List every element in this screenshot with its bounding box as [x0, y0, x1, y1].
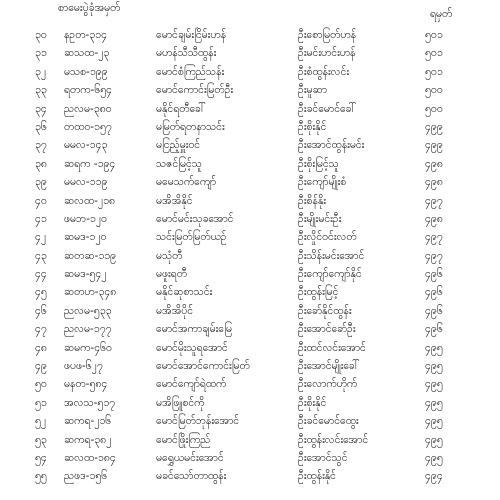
father-name: ဦးစိန်နိုး: [298, 194, 326, 207]
score: ၄၉၅: [425, 378, 443, 391]
student-name: မငြည့်မှူးဝင်: [156, 139, 201, 152]
row-number: ၃၈: [35, 157, 47, 170]
score: ၄၉၆: [425, 323, 443, 336]
father-name: ဦးကျော်မျိုးစံ: [298, 176, 347, 189]
student-name: မောင်စံကြည်သန်း: [156, 65, 225, 78]
score: ၄၉၅: [425, 396, 443, 409]
father-name: ဦးအောင်ထွန်းမင်း: [298, 139, 365, 152]
table-row: [0, 320, 500, 338]
student-name: မမေသက်ကျော်: [156, 176, 217, 189]
header-score: ရမှတ်: [430, 8, 453, 20]
table-row: [0, 467, 500, 485]
father-name: ဦးစောမြတ်ဟန်: [298, 29, 357, 41]
score: ၄၉၉: [425, 139, 443, 152]
row-number: ၄၈: [35, 341, 47, 354]
father-name: ဦးလှိုင်ဝင်းလတ်: [298, 231, 357, 244]
table-row: [0, 100, 500, 118]
score: ၅၀၀: [425, 84, 443, 97]
student-name: မောင်မြတ်ဘုန်းအောင်: [156, 415, 240, 428]
score: ၄၉၅: [425, 341, 443, 354]
father-name: ဦးစိုးနိုင်: [298, 396, 327, 409]
father-name: ဦးကျော်ကျော်နိုင်: [298, 268, 362, 281]
score: ၄၉၆: [425, 268, 443, 281]
student-name: မောင်ကောင်းမြတ်ဦး: [156, 84, 234, 97]
row-number: ၃၀: [35, 29, 47, 41]
score: ၄၉၇: [425, 194, 443, 207]
exam-number: တထဝ-၁၅၇: [64, 120, 112, 133]
row-number: ၃၉: [35, 176, 47, 189]
table-row: [0, 63, 500, 81]
row-number: ၄၉: [35, 360, 47, 373]
table-row: [0, 155, 500, 173]
row-number: ၅၄: [35, 451, 47, 464]
score: ၄၉၈: [425, 157, 443, 170]
exam-number: ဆတဆ-၁၁၉: [64, 249, 117, 262]
exam-number: ညဖဒ-၁၅၆: [64, 470, 108, 483]
father-name: ဦးထင်လင်းအောင်: [298, 341, 366, 354]
score: ၄၉၅: [425, 415, 443, 428]
table-row: [0, 357, 500, 375]
header-exam-number: စာမေးပွဲခုံအမှတ်: [58, 2, 121, 14]
table-row: [0, 339, 500, 357]
row-number: ၃၇: [35, 139, 47, 152]
father-name: ဦးအောင်မျိုးခေါ်: [298, 360, 360, 373]
student-name: မအိဖြူစင်ကို: [156, 396, 205, 409]
table-row: [0, 192, 500, 210]
score: ၄၉၈: [425, 176, 443, 189]
table-header: [0, 0, 500, 26]
row-number: ၄၆: [35, 304, 47, 317]
table-row: [0, 394, 500, 412]
exam-number: ဆလထ-၁၈၄: [64, 451, 116, 464]
father-name: ဦးထွန်းမြင့်: [298, 286, 339, 299]
row-number: ၄၄: [35, 268, 47, 281]
father-name: ဦးမျိုးမင်းဦး: [298, 212, 342, 225]
table-row: [0, 247, 500, 265]
row-number: ၃၄: [35, 102, 47, 115]
table-row: [0, 44, 500, 62]
exam-number: ဖမဘ-၁၂၀: [64, 212, 107, 225]
row-number: ၄၀: [35, 194, 47, 207]
row-number: ၅၅: [35, 470, 47, 483]
score: ၅၀၁: [425, 29, 443, 41]
score: ၄၉၆: [425, 304, 443, 317]
exam-number: နဥတ-၃၁၄: [64, 29, 107, 41]
row-number: ၅၁: [35, 396, 47, 409]
exam-number: ဆမက-၄၆၀: [64, 341, 112, 354]
row-number: ၄၃: [35, 249, 47, 262]
score: ၄၉၅: [425, 451, 443, 464]
father-name: ဦးခင်မောင်ခေါ်: [298, 102, 356, 115]
student-name: မောင်ဖြိုးကြည်: [156, 433, 211, 446]
father-name: ဦးသိန်းမင်းအောင်: [298, 249, 365, 262]
row-number: ၅၀: [35, 378, 47, 391]
table-row: [0, 302, 500, 320]
student-name: မဖူးရတီ: [156, 268, 187, 281]
exam-number: ဆတဟ-၃၄၈: [64, 286, 117, 299]
table-row: [0, 375, 500, 393]
father-name: ဦးမူဆာ: [298, 84, 327, 97]
exam-number: ဆကရ-၃၈၂: [64, 433, 112, 446]
table-row: [0, 173, 500, 191]
table-row: [0, 136, 500, 154]
father-name: ဦးခင်မောင်ထွေး: [298, 415, 359, 428]
student-name: မောင်ချမ်းငြိမ်းဟန်: [156, 29, 227, 41]
exam-number: မနတ-၅၈၄: [64, 378, 108, 391]
father-name: ဦးစံထွန်းလင်း: [298, 65, 349, 78]
table-row: [0, 283, 500, 301]
student-name: မောင်အကာချမ်းမြေ: [156, 323, 232, 336]
row-number: ၃၃: [35, 84, 47, 97]
table-row: [0, 118, 500, 136]
student-name: မောင်အောင်ကောင်းမြတ်: [156, 360, 250, 373]
score: ၄၉၇: [425, 249, 443, 262]
table-row: [0, 265, 500, 283]
student-name: မောင်မင်းသုခအောင်: [156, 212, 234, 225]
row-number: ၄၅: [35, 286, 47, 299]
score: ၄၉၆: [425, 286, 443, 299]
exam-number: ဆသထ-၂၃: [64, 47, 110, 60]
score: ၄၉၉: [425, 120, 443, 133]
student-name: သင်းမြတ်မြတ်ယဉ်: [156, 231, 227, 244]
father-name: ဦးလောက်ဟိုက်: [298, 378, 358, 391]
table-row: [0, 449, 500, 467]
table-row: [0, 228, 500, 246]
student-name: သဇင်မြင့်သူ: [156, 157, 202, 170]
father-name: ဦးအောင်ခော်ဦး: [298, 323, 356, 336]
exam-number: ဆရက -၁၉၄: [64, 157, 116, 170]
student-name: မမြတ်ရတနာသင်း: [156, 120, 225, 133]
exam-number: ညလမ-၅၃၃: [64, 304, 112, 317]
student-name: မနိုင်ရတီခေါ်: [156, 102, 206, 115]
student-name: မဟန်သီသီထွန်း: [156, 47, 217, 60]
row-number: ၃၆: [35, 120, 47, 133]
exam-number: အလသ-၅၁၇: [64, 396, 116, 409]
table-row: [0, 431, 500, 449]
student-name: မရွှေယမင်းအောင်: [156, 451, 224, 464]
row-number: ၃၁: [35, 47, 47, 60]
table-row: [0, 412, 500, 430]
father-name: ဦးအောင်သွင်: [298, 451, 348, 464]
father-name: ဦးစိုးမြင့်သူ: [298, 157, 339, 170]
exam-number: ရတက-၆၅၄: [64, 84, 113, 97]
student-name: မနိုင်ဆုစာသင်း: [156, 286, 213, 299]
exam-number: ဆမဒ-၅၄၂: [64, 268, 107, 281]
exam-number: ဆလထ-၂၁၈: [64, 194, 115, 207]
row-number: ၅၂: [35, 415, 47, 428]
table-row: [0, 26, 500, 44]
exam-number: မမလ-၁၄၃: [64, 139, 108, 152]
exam-number: ညလမ-၃၈၀: [64, 102, 112, 115]
row-number: ၅၃: [35, 433, 47, 446]
score: ၄၉၈: [425, 212, 443, 225]
student-name: မောင်ကျော်ရဲထက်: [156, 378, 227, 391]
row-number: ၄၂: [35, 231, 47, 244]
student-name: မအိအိပိုင်: [156, 304, 194, 317]
father-name: ဦးထွန်းနိုင်: [298, 470, 336, 483]
row-number: ၄၇: [35, 323, 47, 336]
student-name: မသုံတီ: [156, 249, 183, 262]
score: ၄၉၅: [425, 433, 443, 446]
exam-number: ဆကရ-၂၁၆: [64, 415, 112, 428]
row-number: ၃၂: [35, 65, 47, 78]
score: ၅၀၀: [425, 102, 443, 115]
results-table: [0, 26, 500, 486]
student-name: မအိအိနိုင်: [156, 194, 193, 207]
father-name: ဦးခော်နိုင်ထွန်း: [298, 304, 352, 317]
father-name: ဦးထွန်းလင်းအောင်: [298, 433, 369, 446]
student-name: မခင်သော်တာထွန်း: [156, 470, 227, 483]
exam-number: ဖပဖ-၆၂၇: [64, 360, 103, 373]
score: ၄၉၇: [425, 231, 443, 244]
exam-number: ညလမ-၁၇၇: [64, 323, 112, 336]
table-row: [0, 210, 500, 228]
score: ၄၉၄: [425, 470, 443, 483]
exam-number: မသစ-၁၉၉: [64, 65, 108, 78]
score: ၅၀၁: [425, 65, 443, 78]
student-name: မောင်မိုးသူရအောင်: [156, 341, 228, 354]
score: ၄၉၅: [425, 360, 443, 373]
score: ၅၀၁: [425, 47, 443, 60]
exam-number: ဆမဒ-၁၂၀: [64, 231, 107, 244]
exam-number: မမလ-၁၁၉: [64, 176, 108, 189]
table-row: [0, 81, 500, 99]
father-name: ဦးစိုးနိုင်: [298, 120, 327, 133]
father-name: ဦးမင်းဟင်းဟန်: [298, 47, 356, 60]
row-number: ၄၁: [35, 212, 47, 225]
